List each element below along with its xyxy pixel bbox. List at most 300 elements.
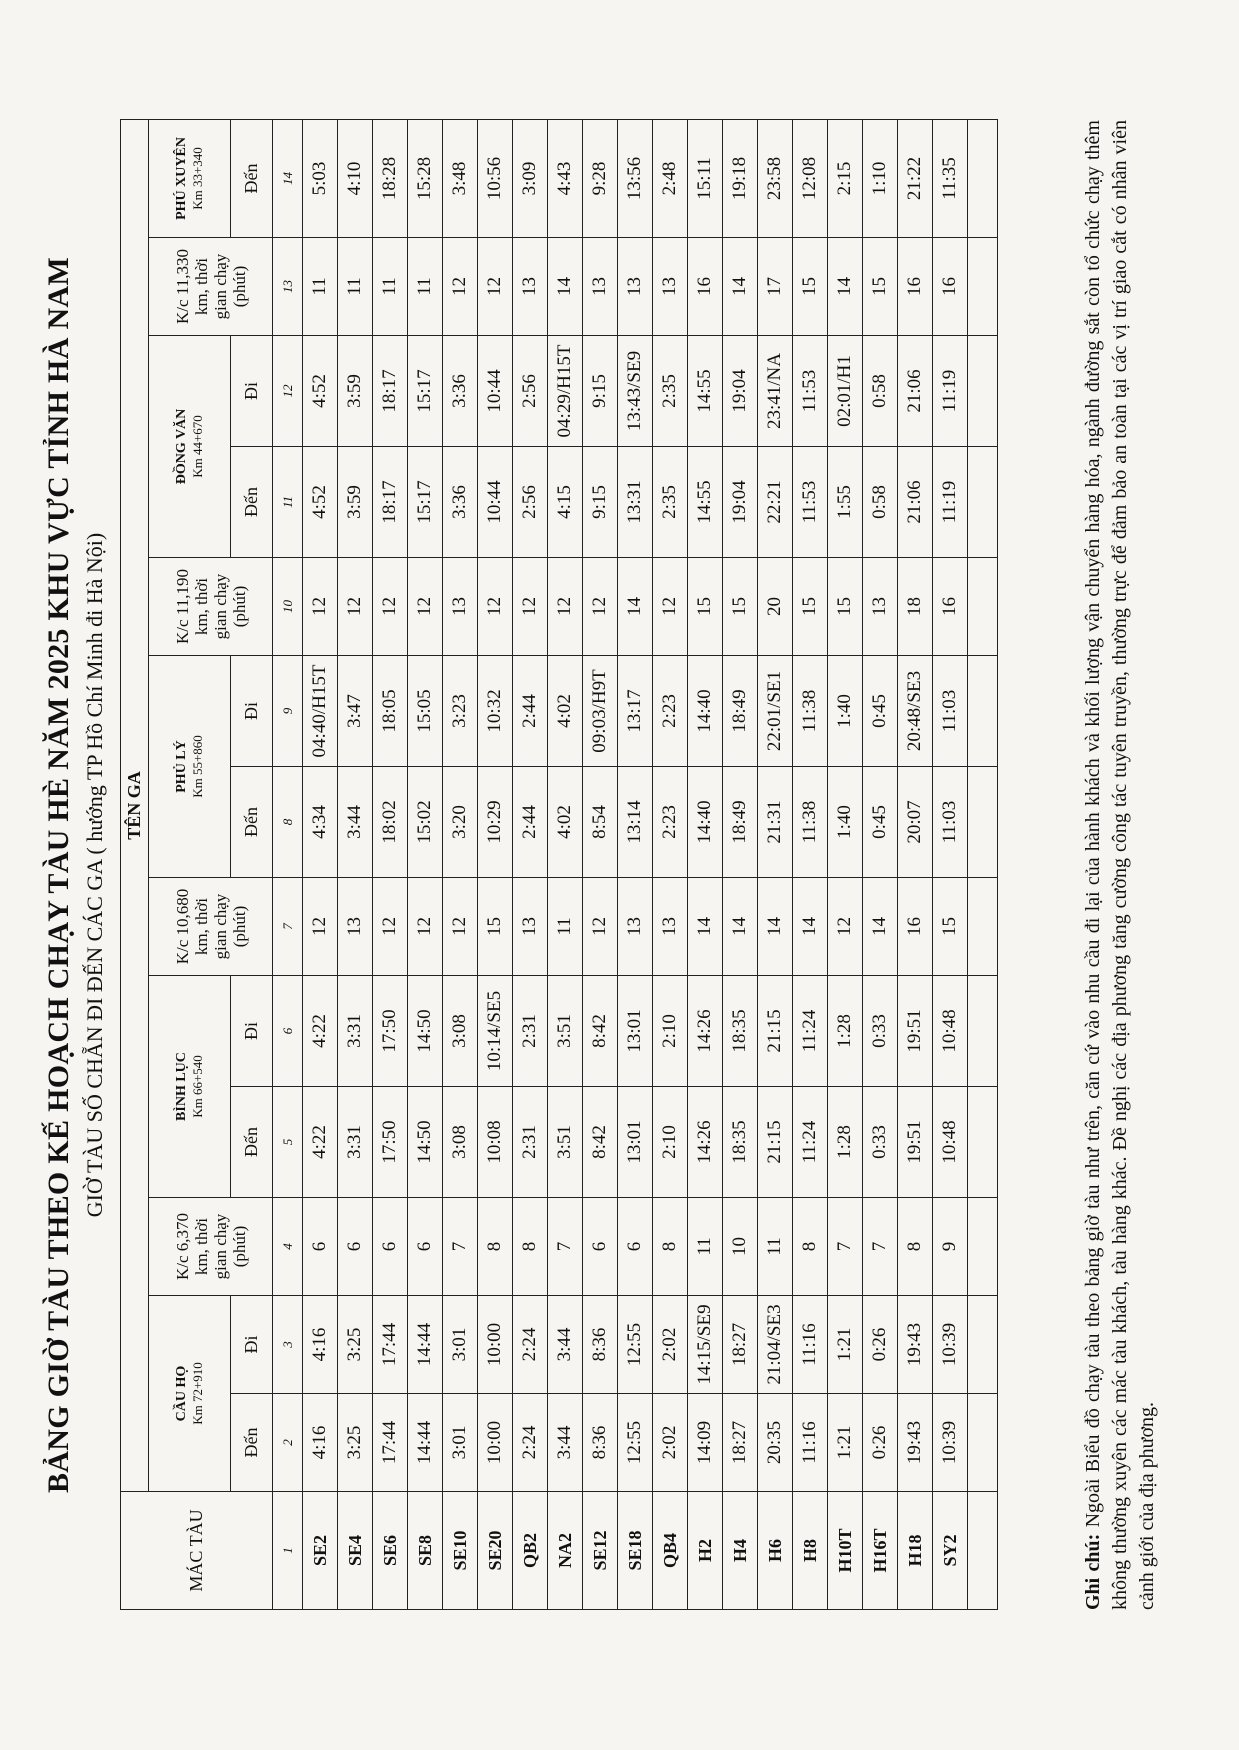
table-cell: 1:28 xyxy=(828,976,863,1087)
table-cell: 3:31 xyxy=(338,1087,373,1198)
table-cell: 11:16 xyxy=(793,1394,828,1492)
table-cell: 3:23 xyxy=(443,656,478,767)
table-cell: 23:58 xyxy=(758,119,793,237)
table-cell: 3:44 xyxy=(548,1394,583,1492)
table-cell: 4:02 xyxy=(548,656,583,767)
table-cell: 10:08 xyxy=(478,1087,513,1198)
table-cell: 9:15 xyxy=(583,336,618,447)
table-cell: 14 xyxy=(828,238,863,336)
table-cell: 12 xyxy=(478,238,513,336)
table-cell: 11:35 xyxy=(933,119,968,237)
table-cell: 21:04/SE3 xyxy=(758,1296,793,1394)
table-cell: 04:29/H15T xyxy=(548,336,583,447)
table-cell: 13 xyxy=(618,238,653,336)
table-cell xyxy=(968,1394,998,1492)
footnote-label: Ghi chú: xyxy=(1082,1533,1104,1610)
column-number: 1 xyxy=(273,1492,303,1610)
train-code-cell: H8 xyxy=(793,1492,828,1610)
column-number: 14 xyxy=(273,119,303,237)
table-cell: 14 xyxy=(618,558,653,656)
table-cell: 13 xyxy=(583,238,618,336)
table-cell: 02:01/H1 xyxy=(828,336,863,447)
column-number: 6 xyxy=(273,976,303,1087)
column-number: 3 xyxy=(273,1296,303,1394)
table-cell: 14 xyxy=(758,878,793,976)
table-cell: 8:42 xyxy=(583,976,618,1087)
table-cell: 1:40 xyxy=(828,767,863,878)
table-cell: 9 xyxy=(933,1198,968,1296)
table-cell: 12 xyxy=(583,558,618,656)
table-cell: 2:56 xyxy=(513,447,548,558)
column-number: 4 xyxy=(273,1198,303,1296)
arrive-header: Đến xyxy=(231,1394,273,1492)
table-cell: 13:01 xyxy=(618,976,653,1087)
table-cell: 7 xyxy=(828,1198,863,1296)
table-cell: 16 xyxy=(688,238,723,336)
table-cell xyxy=(968,447,998,558)
table-cell: 20:07 xyxy=(898,767,933,878)
table-cell: 12 xyxy=(373,558,408,656)
table-cell: 2:02 xyxy=(653,1394,688,1492)
table-cell: 14:55 xyxy=(688,336,723,447)
table-cell: 3:48 xyxy=(443,119,478,237)
table-cell: 21:15 xyxy=(758,976,793,1087)
table-cell: 15:02 xyxy=(408,767,443,878)
document-subtitle: GIỜ TÀU SỐ CHẴN ĐI ĐẾN CÁC GA ( hướng TP Hồ Chí Minh đi Hà Nội) xyxy=(82,532,107,1218)
table-cell: 2:35 xyxy=(653,447,688,558)
column-number: 13 xyxy=(273,238,303,336)
table-cell xyxy=(968,1087,998,1198)
table-cell: 10:56 xyxy=(478,119,513,237)
table-cell: 3:44 xyxy=(548,1296,583,1394)
table-row xyxy=(933,119,968,1609)
table-row xyxy=(863,119,898,1609)
table-cell: 10:39 xyxy=(933,1394,968,1492)
table-cell: 16 xyxy=(898,878,933,976)
train-code-cell: SE6 xyxy=(373,1492,408,1610)
table-cell: 9:15 xyxy=(583,447,618,558)
table-cell: 0:58 xyxy=(863,447,898,558)
table-cell: 22:01/SE1 xyxy=(758,656,793,767)
table-cell: 3:09 xyxy=(513,119,548,237)
table-cell: 18:27 xyxy=(723,1394,758,1492)
train-code-cell: H6 xyxy=(758,1492,793,1610)
footnote xyxy=(1080,120,1161,1610)
column-number: 9 xyxy=(273,656,303,767)
arrive-header: Đến xyxy=(231,1087,273,1198)
table-cell: 11:53 xyxy=(793,336,828,447)
table-cell xyxy=(968,336,998,447)
table-cell: 11 xyxy=(373,238,408,336)
station-header-phu-ly: PHỦ LÝ Km 55+860 xyxy=(149,656,231,878)
table-cell: 1:28 xyxy=(828,1087,863,1198)
table-cell: 14 xyxy=(723,878,758,976)
table-cell: 4:16 xyxy=(303,1296,338,1394)
table-cell: 7 xyxy=(863,1198,898,1296)
table-cell xyxy=(968,1198,998,1296)
table-cell: 4:16 xyxy=(303,1394,338,1492)
table-cell: 3:47 xyxy=(338,656,373,767)
table-cell: 16 xyxy=(933,558,968,656)
table-cell: 15 xyxy=(828,558,863,656)
table-row xyxy=(338,119,373,1609)
table-cell: 15:11 xyxy=(688,119,723,237)
table-cell: 4:15 xyxy=(548,447,583,558)
table-cell: 6 xyxy=(303,1198,338,1296)
table-cell: 15:28 xyxy=(408,119,443,237)
table-cell: 12:55 xyxy=(618,1296,653,1394)
table-cell: 13:56 xyxy=(618,119,653,237)
table-cell: 18:49 xyxy=(723,656,758,767)
table-cell: 12 xyxy=(303,558,338,656)
table-cell: 10:00 xyxy=(478,1296,513,1394)
table-cell: 3:08 xyxy=(443,976,478,1087)
table-cell: 3:36 xyxy=(443,447,478,558)
table-cell: 1:10 xyxy=(863,119,898,237)
table-cell: 13 xyxy=(653,238,688,336)
column-number-row xyxy=(273,119,303,1609)
table-cell: 12 xyxy=(443,238,478,336)
table-cell: 16 xyxy=(933,238,968,336)
table-cell: 0:26 xyxy=(863,1394,898,1492)
table-cell: 2:02 xyxy=(653,1296,688,1394)
column-number: 12 xyxy=(273,336,303,447)
table-cell: 12 xyxy=(303,878,338,976)
table-cell: 3:44 xyxy=(338,767,373,878)
table-cell: 3:59 xyxy=(338,447,373,558)
table-cell: 18:35 xyxy=(723,1087,758,1198)
table-cell: 20:48/SE3 xyxy=(898,656,933,767)
table-cell: 18:35 xyxy=(723,976,758,1087)
table-cell: 14:44 xyxy=(408,1296,443,1394)
table-cell: 15 xyxy=(723,558,758,656)
table-cell: 16 xyxy=(898,238,933,336)
table-cell: 12 xyxy=(478,558,513,656)
arrive-header: Đến xyxy=(231,447,273,558)
table-cell: 7 xyxy=(548,1198,583,1296)
table-cell: 15:05 xyxy=(408,656,443,767)
train-code-cell: SE12 xyxy=(583,1492,618,1610)
table-cell: 11 xyxy=(758,1198,793,1296)
table-cell: 12 xyxy=(373,878,408,976)
table-cell: 11:38 xyxy=(793,767,828,878)
table-cell: 12 xyxy=(408,558,443,656)
table-cell: 14 xyxy=(863,878,898,976)
table-cell: 11:24 xyxy=(793,976,828,1087)
table-cell: 3:01 xyxy=(443,1394,478,1492)
table-row xyxy=(688,119,723,1609)
table-cell: 19:43 xyxy=(898,1296,933,1394)
table-cell xyxy=(968,1296,998,1394)
table-row xyxy=(408,119,443,1609)
table-cell: 4:43 xyxy=(548,119,583,237)
table-cell: 04:40/H15T xyxy=(303,656,338,767)
table-cell: 12 xyxy=(548,558,583,656)
table-cell: 17:44 xyxy=(373,1394,408,1492)
table-cell xyxy=(968,119,998,237)
table-cell: 12 xyxy=(443,878,478,976)
table-cell: 21:06 xyxy=(898,447,933,558)
table-cell: 12 xyxy=(653,558,688,656)
table-cell: 10:48 xyxy=(933,976,968,1087)
table-cell: 6 xyxy=(618,1198,653,1296)
table-cell: 8 xyxy=(898,1198,933,1296)
table-cell: 3:08 xyxy=(443,1087,478,1198)
table-cell: 10:48 xyxy=(933,1087,968,1198)
table-cell: 13:43/SE9 xyxy=(618,336,653,447)
table-row xyxy=(583,119,618,1609)
train-code-cell: SE8 xyxy=(408,1492,443,1610)
table-cell: 9:28 xyxy=(583,119,618,237)
table-cell: 0:26 xyxy=(863,1296,898,1394)
table-cell: 19:18 xyxy=(723,119,758,237)
table-cell: 13:31 xyxy=(618,447,653,558)
table-cell: 2:44 xyxy=(513,656,548,767)
table-cell: 18:28 xyxy=(373,119,408,237)
table-cell: 10:39 xyxy=(933,1296,968,1394)
table-cell: 11 xyxy=(338,238,373,336)
table-cell: 3:25 xyxy=(338,1394,373,1492)
footnote-text: Ngoài Biểu đồ chạy tàu theo bảng giờ tàu như trên, căn cứ vào nhu cầu đi lại của hành khách và khối lượng vận chuyển hàng hóa, ngành đường sắt còn tổ chức chạy thêm không thường xuyên các mác tàu khách, tàu hàng khác. Đề nghị các địa phương tăng cường công tác tuyên truyền, thường trực để đảm bảo an toàn tại các vị trí giao cắt có nhân viên cảnh giới của địa phương. xyxy=(1082,120,1158,1610)
table-cell: 20 xyxy=(758,558,793,656)
table-cell: 1:40 xyxy=(828,656,863,767)
table-cell: 4:22 xyxy=(303,976,338,1087)
station-group-header: TÊN GA xyxy=(121,119,149,1491)
table-cell xyxy=(968,878,998,976)
column-number: 2 xyxy=(273,1394,303,1492)
column-number: 5 xyxy=(273,1087,303,1198)
table-cell: 10:14/SE5 xyxy=(478,976,513,1087)
arrive-header: Đến xyxy=(231,119,273,237)
table-cell: 2:48 xyxy=(653,119,688,237)
table-cell: 6 xyxy=(408,1198,443,1296)
table-cell: 13 xyxy=(513,878,548,976)
document-title: BẢNG GIỜ TÀU THEO KẾ HOẠCH CHẠY TÀU HÈ NĂM 2025 KHU VỰC TỈNH HÀ NAM xyxy=(42,256,75,1494)
table-cell: 2:44 xyxy=(513,767,548,878)
table-cell: 18:17 xyxy=(373,336,408,447)
table-cell: 11:19 xyxy=(933,336,968,447)
station-header-cau-ho: CẦU HỌ Km 72+910 xyxy=(149,1296,231,1492)
table-cell: 8:36 xyxy=(583,1394,618,1492)
table-cell: 14:40 xyxy=(688,656,723,767)
table-cell: 10:00 xyxy=(478,1394,513,1492)
table-cell: 0:45 xyxy=(863,656,898,767)
table-cell: 11 xyxy=(303,238,338,336)
table-cell: 11 xyxy=(548,878,583,976)
column-number: 7 xyxy=(273,878,303,976)
table-cell: 3:59 xyxy=(338,336,373,447)
table-row xyxy=(478,119,513,1609)
depart-header: Đi xyxy=(231,1296,273,1394)
table-cell: 15 xyxy=(793,238,828,336)
table-cell: 3:31 xyxy=(338,976,373,1087)
train-code-cell: SY2 xyxy=(933,1492,968,1610)
table-cell: 3:51 xyxy=(548,976,583,1087)
table-cell: 19:04 xyxy=(723,447,758,558)
table-cell: 15:17 xyxy=(408,447,443,558)
table-cell: 4:52 xyxy=(303,447,338,558)
timetable-body xyxy=(303,119,998,1609)
table-cell: 2:10 xyxy=(653,1087,688,1198)
table-cell: 11:16 xyxy=(793,1296,828,1394)
table-cell: 14:40 xyxy=(688,767,723,878)
table-cell: 14 xyxy=(723,238,758,336)
table-cell: 10 xyxy=(723,1198,758,1296)
table-cell: 4:02 xyxy=(548,767,583,878)
table-cell: 18 xyxy=(898,558,933,656)
table-cell: 8 xyxy=(793,1198,828,1296)
table-cell: 2:24 xyxy=(513,1394,548,1492)
table-cell: 1:55 xyxy=(828,447,863,558)
table-cell: 4:34 xyxy=(303,767,338,878)
table-row xyxy=(793,119,828,1609)
train-code-cell: QB4 xyxy=(653,1492,688,1610)
table-cell: 2:56 xyxy=(513,336,548,447)
table-cell: 17:50 xyxy=(373,1087,408,1198)
table-cell: 2:35 xyxy=(653,336,688,447)
table-row xyxy=(373,119,408,1609)
table-cell: 19:04 xyxy=(723,336,758,447)
depart-header: Đi xyxy=(231,336,273,447)
table-cell: 15 xyxy=(863,238,898,336)
table-cell: 14:50 xyxy=(408,976,443,1087)
table-row xyxy=(618,119,653,1609)
train-timetable xyxy=(120,119,998,1610)
table-cell: 8 xyxy=(478,1198,513,1296)
column-number: 11 xyxy=(273,447,303,558)
table-cell: 8:54 xyxy=(583,767,618,878)
table-cell: 13 xyxy=(513,238,548,336)
table-cell: 0:58 xyxy=(863,336,898,447)
station-header-dong-van: ĐỒNG VĂN Km 44+670 xyxy=(149,336,231,558)
table-cell: 8:42 xyxy=(583,1087,618,1198)
table-cell: 15 xyxy=(933,878,968,976)
table-cell: 14 xyxy=(688,878,723,976)
table-row xyxy=(443,119,478,1609)
table-cell: 23:41/NA xyxy=(758,336,793,447)
table-cell: 17:44 xyxy=(373,1296,408,1394)
table-cell: 10:29 xyxy=(478,767,513,878)
table-cell: 0:33 xyxy=(863,1087,898,1198)
segment-header-3: K/c 11,190 km, thời gian chạy (phút) xyxy=(149,558,273,656)
table-cell: 10:44 xyxy=(478,447,513,558)
depart-header: Đi xyxy=(231,656,273,767)
table-cell: 11:38 xyxy=(793,656,828,767)
table-cell: 4:52 xyxy=(303,336,338,447)
table-cell: 13 xyxy=(653,878,688,976)
table-cell: 18:02 xyxy=(373,767,408,878)
table-cell: 1:21 xyxy=(828,1394,863,1492)
table-row xyxy=(303,119,338,1609)
blank-row xyxy=(968,119,998,1609)
table-cell: 2:15 xyxy=(828,119,863,237)
table-cell: 12 xyxy=(513,558,548,656)
table-cell: 5:03 xyxy=(303,119,338,237)
table-cell: 13 xyxy=(618,878,653,976)
table-row xyxy=(548,119,583,1609)
table-cell: 3:20 xyxy=(443,767,478,878)
train-code-cell: H16T xyxy=(863,1492,898,1610)
table-cell: 12:08 xyxy=(793,119,828,237)
segment-header-1: K/c 6,370 km, thời gian chạy (phút) xyxy=(149,1198,273,1296)
table-cell: 19:51 xyxy=(898,976,933,1087)
column-number: 8 xyxy=(273,767,303,878)
table-cell: 2:31 xyxy=(513,1087,548,1198)
train-code-cell: SE20 xyxy=(478,1492,513,1610)
table-row xyxy=(513,119,548,1609)
table-cell: 2:24 xyxy=(513,1296,548,1394)
table-cell: 6 xyxy=(583,1198,618,1296)
table-row xyxy=(653,119,688,1609)
train-code-cell: SE10 xyxy=(443,1492,478,1610)
table-cell: 19:51 xyxy=(898,1087,933,1198)
train-code-cell: SE4 xyxy=(338,1492,373,1610)
table-cell: 21:31 xyxy=(758,767,793,878)
table-cell: 11:53 xyxy=(793,447,828,558)
table-cell: 14:50 xyxy=(408,1087,443,1198)
table-cell: 8 xyxy=(653,1198,688,1296)
table-cell: 2:10 xyxy=(653,976,688,1087)
table-cell: 14:55 xyxy=(688,447,723,558)
table-cell xyxy=(968,1492,998,1610)
table-row xyxy=(758,119,793,1609)
table-row xyxy=(898,119,933,1609)
table-cell: 12 xyxy=(828,878,863,976)
table-cell: 11:03 xyxy=(933,656,968,767)
table-cell: 11 xyxy=(688,1198,723,1296)
arrive-header: Đến xyxy=(231,767,273,878)
table-cell: 13 xyxy=(338,878,373,976)
column-number: 10 xyxy=(273,558,303,656)
table-cell: 3:51 xyxy=(548,1087,583,1198)
table-cell: 6 xyxy=(373,1198,408,1296)
table-cell: 12 xyxy=(338,558,373,656)
table-cell: 21:22 xyxy=(898,119,933,237)
table-cell: 12 xyxy=(583,878,618,976)
table-cell: 15 xyxy=(793,558,828,656)
table-cell: 3:25 xyxy=(338,1296,373,1394)
table-cell: 3:36 xyxy=(443,336,478,447)
table-cell: 19:43 xyxy=(898,1394,933,1492)
table-cell: 22:21 xyxy=(758,447,793,558)
train-code-cell: H18 xyxy=(898,1492,933,1610)
table-cell: 4:22 xyxy=(303,1087,338,1198)
train-code-header: MÁC TÀU xyxy=(121,1492,273,1610)
table-cell: 11:24 xyxy=(793,1087,828,1198)
table-cell: 15:17 xyxy=(408,336,443,447)
segment-header-4: K/c 11,330 km, thời gian chạy (phút) xyxy=(149,238,273,336)
table-cell: 17:50 xyxy=(373,976,408,1087)
table-cell: 13:17 xyxy=(618,656,653,767)
table-cell: 18:17 xyxy=(373,447,408,558)
table-cell: 11 xyxy=(408,238,443,336)
table-cell: 13:01 xyxy=(618,1087,653,1198)
segment-header-2: K/c 10,680 km, thời gian chạy (phút) xyxy=(149,878,273,976)
table-cell xyxy=(968,767,998,878)
station-header-binh-luc: BÌNH LỤC Km 66+540 xyxy=(149,976,231,1198)
train-code-cell: H4 xyxy=(723,1492,758,1610)
table-cell: 0:33 xyxy=(863,976,898,1087)
table-cell: 14:15/SE9 xyxy=(688,1296,723,1394)
table-cell: 15 xyxy=(478,878,513,976)
table-cell: 18:05 xyxy=(373,656,408,767)
train-code-cell: QB2 xyxy=(513,1492,548,1610)
table-cell: 14:44 xyxy=(408,1394,443,1492)
table-cell: 14 xyxy=(793,878,828,976)
table-cell: 18:27 xyxy=(723,1296,758,1394)
table-cell: 7 xyxy=(443,1198,478,1296)
table-cell: 14:26 xyxy=(688,1087,723,1198)
